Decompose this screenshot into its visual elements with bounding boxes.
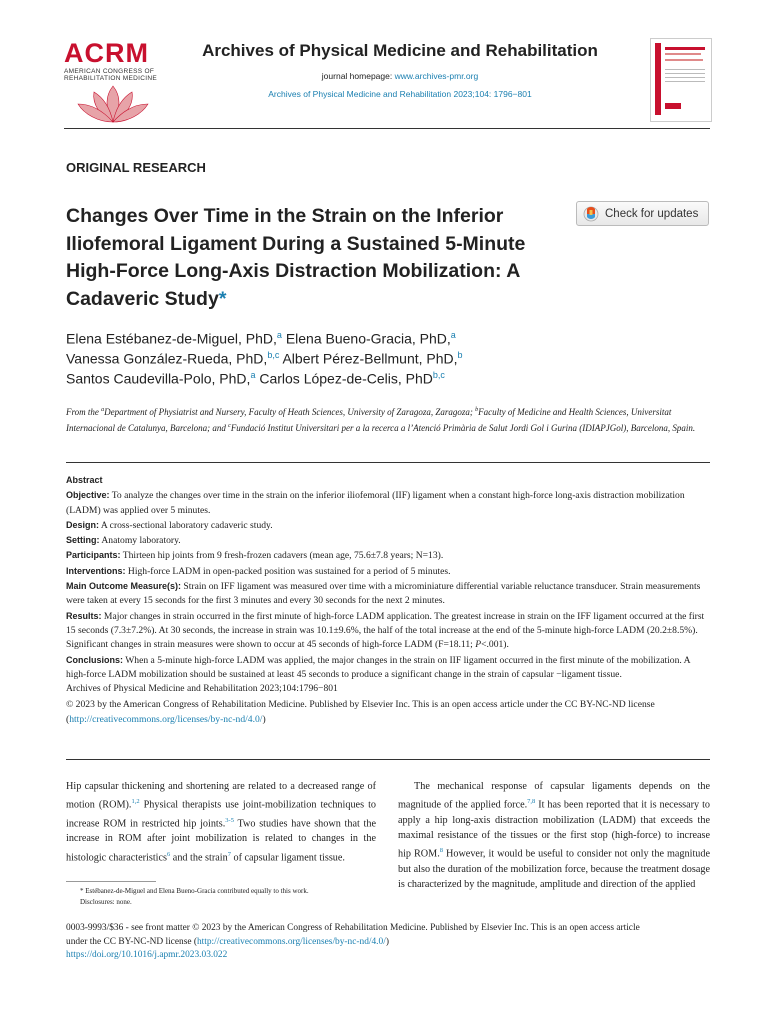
footnote-line-2: Disclosures: none. (80, 898, 132, 906)
homepage-label: journal homepage: (321, 71, 393, 81)
author-name[interactable]: Elena Estébanez-de-Miguel, PhD, (66, 330, 277, 347)
acrm-logo-text: ACRM (64, 38, 149, 68)
footnote-divider (66, 881, 156, 882)
footnote-line-1: * Estébanez-de-Miguel and Elena Bueno-Gracia contributed equally to this work. (80, 887, 309, 895)
header-divider (64, 128, 710, 129)
lotus-logo-icon (70, 84, 156, 126)
front-matter-line-2 (66, 936, 710, 950)
body-text: The mechanical response of capsular ligaments depends on the magnitude of the applied force. (398, 781, 710, 811)
author-name[interactable]: Elena Bueno-Gracia, PhD, (285, 330, 451, 347)
affil-sup: a (101, 407, 105, 413)
results-text-end: <.001). (481, 639, 509, 651)
interventions-text: High-force LADM in open-packed position was sustained for a period of 5 minutes. (125, 565, 451, 577)
outcome-label: Main Outcome Measure(s): (66, 581, 182, 592)
license-link[interactable]: http://creativecommons.org/licenses/by-nc-nd/4.0/ (69, 713, 263, 725)
logo-subtitle-2: REHABILITATION MEDICINE (64, 75, 157, 82)
copyright-notice (66, 698, 710, 727)
crossmark-icon (583, 206, 599, 222)
reference-link[interactable]: 6 (167, 850, 171, 858)
reference-link[interactable]: 7 (227, 850, 231, 858)
front-matter-line-1: 0003-9993/$36 - see front matter © 2023 by the American Congress of Rehabilitation Medicine. Published by Elsevier Inc. This is an open access article (66, 923, 640, 933)
homepage-link[interactable]: www.archives-pmr.org (394, 71, 479, 81)
reference-link[interactable]: 7,8 (527, 798, 536, 806)
body-column-left (66, 779, 376, 865)
front-matter-footer (66, 922, 710, 963)
check-for-updates-label: Check for updates (605, 207, 699, 220)
logo-subtitle-1: AMERICAN CONGRESS OF (64, 68, 155, 75)
author-affil-sup: a (450, 330, 456, 340)
footnote (66, 886, 376, 908)
reference-link[interactable]: 1,2 (131, 798, 140, 806)
affiliations (66, 403, 711, 435)
doi-link[interactable]: https://doi.org/10.1016/j.apmr.2023.03.022 (66, 950, 228, 960)
setting-text: Anatomy laboratory. (99, 535, 181, 547)
journal-cover-thumbnail[interactable] (650, 38, 712, 122)
front-matter-close: ) (385, 936, 389, 947)
author-affil-sup: a (250, 370, 256, 380)
body-text: However, it would be useful to consider not only the magnitude but also the duration of the mobilization force, because the treatment dosage is characterized by the magnitude, amplitude and direction of the applied (398, 848, 710, 890)
body-text: Hip capsular thickening and shortening are related to a decreased range of motion (ROM). (66, 781, 376, 811)
author-affil-sup: b (457, 350, 463, 360)
setting-label: Setting: (66, 535, 100, 546)
author-line-1 (66, 330, 456, 347)
affil-prefix: From the (66, 407, 102, 417)
conclusions-text: When a 5-minute high-force LADM was applied, the major changes in the strain on IIF ligament occurred in the first minute of the mobilization. A high-force LADM mobilization should be sustained at least 45 seconds to produce a significant change in the strain of capsular −ligament tissue. (66, 654, 691, 680)
journal-title: Archives of Physical Medicine and Rehabilitation (202, 41, 598, 60)
author-line-2 (66, 350, 463, 367)
abstract-heading: Abstract (66, 475, 103, 485)
article-title (66, 203, 546, 313)
participants-label: Participants: (66, 550, 121, 561)
abstract-bottom-divider (66, 759, 710, 760)
front-matter-text: under the CC BY-NC-ND license ( (66, 936, 197, 947)
design-text: A cross-sectional laboratory cadaveric study. (99, 519, 273, 531)
abstract-top-divider (66, 462, 710, 463)
reference-link[interactable]: 8 (439, 847, 444, 855)
journal-homepage-line (150, 71, 650, 81)
article-title-text: Changes Over Time in the Strain on the Inferior Iliofemoral Ligament During a Sustained 5-Minute High-Force Long-Axis Distraction Mobilization: A Cadaveric Study (66, 205, 526, 310)
author-name[interactable]: Carlos López-de-Celis, PhD (259, 370, 433, 387)
author-affil-sup: b,c (432, 370, 445, 380)
conclusions-label: Conclusions: (66, 654, 124, 665)
abstract (66, 473, 710, 727)
objective-label: Objective: (66, 490, 110, 501)
outcome-text: Strain on IFF ligament was measured over time with a microminiature differential variable reluctance transducer. Strain measurements were taken at every 15 seconds for the first 3 minutes and every 30 seconds for the next 2 minutes. (66, 581, 701, 607)
license-link[interactable]: http://creativecommons.org/licenses/by-nc-nd/4.0/ (196, 936, 386, 947)
check-for-updates-button[interactable] (576, 201, 709, 226)
affil-sup: c (228, 423, 231, 429)
author-affil-sup: b,c (267, 350, 280, 360)
body-text: Physical therapists use joint-mobilization techniques to increase ROM in restricted hip joints. (66, 799, 376, 830)
body-text: of capsular ligament tissue. (230, 851, 345, 863)
author-line-3 (66, 370, 445, 387)
author-name[interactable]: Santos Caudevilla-Polo, PhD, (66, 370, 251, 387)
body-text: It has been reported that it is necessary to apply a hip long-axis distraction mobilization (LADM) that exceeds the maximal resistance of the tissues or the first stop (high-force) to increase hip ROM. (398, 799, 711, 860)
section-label: ORIGINAL RESEARCH (66, 160, 206, 175)
affil-b: Faculty of Medicine and Health Sciences, Universitat Internacional de Catalunya, Barcelona; and (66, 407, 672, 433)
author-affil-sup: a (276, 330, 282, 340)
affil-a: Department of Physiatrist and Nursery, Faculty of Heath Sciences, University of Zaragoza, Zaragoza; (104, 407, 476, 417)
copyright-text: © 2023 by the American Congress of Rehabilitation Medicine. Published by Elsevier Inc. This is an open access article under the CC BY-NC-ND license ( (66, 699, 655, 725)
reference-link[interactable]: 3-5 (225, 816, 234, 824)
interventions-label: Interventions: (66, 565, 126, 576)
author-name[interactable]: Albert Pérez-Bellmunt, PhD, (282, 350, 458, 367)
results-text: Major changes in strain occurred in the first minute of high-force LADM application. The greatest increase in strain on the IFF ligament occurred at the first 15 seconds (7.3±7.2%). At 30 seconds, the increase in strain was 10.1±9.6%, the half of the total increase at the end of the 5-minute high-force LADM (20.2±8.5%). Significant changes in strain measures were shown to occur at 45 seconds of high-force LADM (F=18.11; (66, 610, 705, 651)
body-text: Two studies have shown that the increase in ROM after joint mobilization is related to changes in the histologic characteristics (66, 818, 376, 863)
results-label: Results: (66, 610, 102, 621)
affil-c: Fundació Institut Universitari per a la recerca a l’Atenció Primària de Salut Jordi Gol i Gurina (IDIAPJGol), Barcelona, Spain. (230, 423, 696, 433)
body-text: and the strain (170, 851, 228, 863)
title-footnote-marker[interactable]: * (218, 287, 227, 310)
participants-text: Thirteen hip joints from 9 fresh-frozen cadavers (mean age, 75.6±7.8 years; N=13). (120, 550, 444, 562)
objective-text: To analyze the changes over time in the strain on the inferior iliofemoral (IIF) ligament when a constant high-force long-axis distraction mobilization (LADM) was applied over 5 minutes. (66, 490, 685, 516)
design-label: Design: (66, 519, 100, 530)
results-p-symbol: P (475, 639, 482, 651)
author-name[interactable]: Vanessa González-Rueda, PhD, (66, 350, 268, 367)
copyright-close: ) (262, 713, 266, 725)
journal-citation[interactable]: Archives of Physical Medicine and Rehabilitation 2023;104: 1796−801 (268, 89, 532, 99)
body-column-right (398, 779, 710, 892)
abstract-citation: Archives of Physical Medicine and Rehabilitation 2023;104:1796−801 (66, 683, 338, 695)
affil-sup: b (475, 407, 479, 413)
